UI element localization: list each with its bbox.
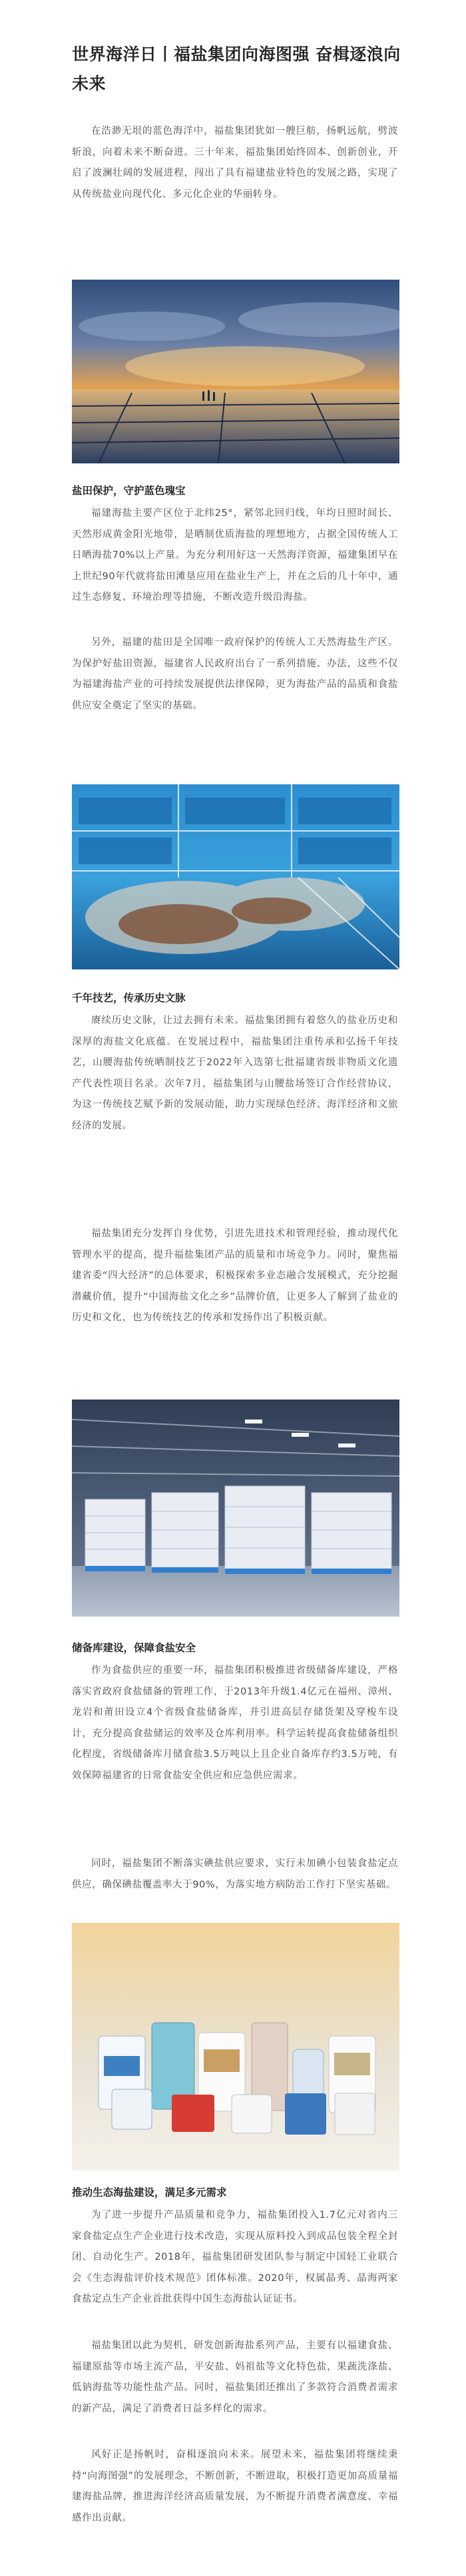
salt-warehouse-photo [72, 1400, 399, 1617]
section-2-paragraph-2: 福盐集团充分发挥自身优势，引进先进技术和管理经验，推动现代化管理水平的提高，提升福盐集团产品的质量和市场竞争力。同时，聚焦福建省委“四大经济”的总体要求，积极探索多业态融合发展模式，充分挖掘潜藏价值，提升“中国海盐文化之乡”品牌价值，让更多人了解到了盐业的历史和文化，也为传统技艺的传承和发扬作出了积极贡献。 [72, 1228, 398, 1323]
salt-products-photo [72, 1923, 399, 2171]
section-1-heading: 盐田保护，守护蓝色瑰宝 [72, 485, 186, 497]
section-1-paragraph-1: 福建海盐主要产区位于北纬25°，紧邻北回归线，年均日照时间长、天然形成黄金阳光地带，是晒制优质海盐的理想地方，占据全国传统人工日晒海盐70%以上产量。为充分利用好这一天然海洋资源，福建集团早在上世纪90年代就将盐田滩垦应用在盐业生产上，并在之后的几十年中，通过生态修复、环境治理等措施，不断改造升级沿海盐。 [72, 508, 398, 603]
section-3-paragraph-1: 作为食盐供应的重要一环，福盐集团积极推进省级储备库建设，严格落实省政府食盐储备的管理工作，于2013年升级1.4亿元在福州、漳州、龙岩和莆田设立4个省级食盐储备库，并引进高层存储货架及穿梭车设计，充分提高食盐储运的效率及仓库利用率。科学运转提高食盐储备组织化程度，省级储备库月储食盐3.5万吨以上且企业自备库存约3.5万吨，有效保障福建省的日常食盐安全供应和应急供应需求。 [72, 1665, 398, 1781]
article-title: 世界海洋日丨福盐集团向海图强 奋楫逐浪向未来 [72, 45, 401, 93]
salt-pans-aerial-photo [72, 784, 399, 969]
section-3-paragraph-2: 同时，福盐集团不断落实碘盐供应要求，实行未加碘小包装食盐定点供应，确保碘盐覆盖率大于90%，为落实地方病防治工作打下坚实基础。 [72, 1858, 398, 1890]
intro-paragraph: 在浩渺无垠的蓝色海洋中，福盐集团犹如一艘巨舫，扬帆远航，劈波斩浪，向着未来不断奋进。三十年来，福盐集团始终固本、创新创业，开启了波澜壮阔的发展进程，闯出了具有福建盐业特色的发展之路，实现了从传统盐业向现代化、多元化企业的华丽转身。 [72, 126, 398, 200]
section-4-paragraph-1: 为了进一步提升产品质量和竞争力，福盐集团投入1.7亿元对省内三家食盐定点生产企业进行技术改造，实现从原料投入到成品包装全程全封闭、自动化生产。2018年，福盐集团研发团队参与制定中国轻工业联合会《生态海盐评价技术规范》团体标准。2020年，权属晶秀、晶海两家食盐定点生产企业首批获得中国生态海盐认证证书。 [72, 2210, 398, 2304]
section-4-heading: 推动生态海盐建设，满足多元需求 [72, 2187, 227, 2198]
section-2-paragraph-1: 赓续历史文脉，让过去拥有未来。福盐集团拥有着悠久的盐业历史和深厚的海盐文化底蕴。在发展过程中，福盐集团注重传承和弘扬千年技艺，山腰海盐传统晒制技艺于2022年入选第七批福建省级非物质文化遗产代表性项目名录。次年7月，福盐集团与山腰盐场签订合作经营协议，为这一传统技艺赋予新的发展动能，助力实现绿色经济、海洋经济和文旅经济的发展。 [72, 1015, 398, 1131]
section-1-paragraph-2: 另外，福建的盐田是全国唯一政府保护的传统人工天然海盐生产区。为保护好盐田资源，福建省人民政府出台了一系列措施、办法，这些不仅为福建海盐产业的可持续发展提供法律保障，更为海盐产品的品质和食盐供应安全奠定了坚实的基础。 [72, 637, 398, 711]
section-2-heading: 千年技艺，传承历史文脉 [72, 992, 186, 1004]
salt-field-sunset-photo [72, 280, 399, 463]
closing-paragraph: 风好正是扬帆时，奋楫逐浪向未来。展望未来，福盐集团将继续秉持“向海图强”的发展理念，不断创新，不断进取，积极打造更加高质量福建海盐品牌，推进海洋经济高质量发展，为不断提升消费者满意度、幸福感作出贡献。 [72, 2449, 398, 2523]
section-3-heading: 储备库建设，保障食盐安全 [72, 1642, 196, 1654]
section-4-paragraph-2: 福盐集团以此为契机，研发创新海盐系列产品，主要有以福建食盐、福建原盐等市场主流产品，平安盐、妈祖盐等文化特色盐，果蔬洗涤盐、低钠海盐等功能性盐产品。同时，福盐集团还推出了多款符合消费者需求的新产品，满足了消费者日益多样化的需求。 [72, 2340, 398, 2414]
